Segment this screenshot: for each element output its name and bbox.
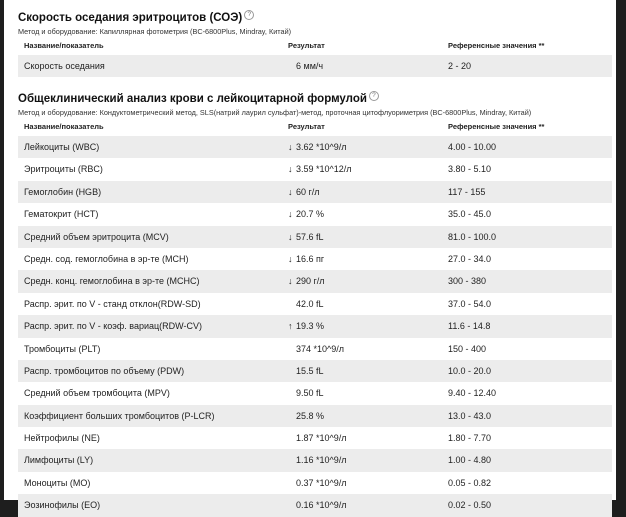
row-name: Средн. сод. гемоглобина в эр-те (MCH)	[24, 253, 189, 264]
row-result	[288, 293, 324, 315]
table-row	[18, 203, 612, 225]
esr-table-header	[18, 41, 612, 55]
table-row	[18, 55, 612, 77]
result-value: 20.7 %	[296, 209, 325, 220]
row-reference: 4.00 - 10.00	[448, 142, 497, 152]
result-value: 19.3 %	[296, 321, 325, 332]
table-row	[18, 405, 612, 427]
result-value: 60 г/л	[296, 186, 320, 197]
cbc-table-body	[18, 136, 612, 517]
table-row	[18, 270, 612, 292]
report-page	[4, 0, 616, 511]
result-value: 57.6 fL	[296, 231, 324, 242]
table-row	[18, 472, 612, 494]
arrow-down-icon: ↓	[288, 142, 293, 152]
row-name: Лейкоциты (WBC)	[24, 142, 100, 152]
arrow-up-icon: ↑	[288, 321, 293, 332]
row-result	[288, 55, 323, 77]
arrow-down-icon: ↓	[288, 231, 293, 242]
row-name: Гематокрит (HCT)	[24, 209, 99, 220]
table-row	[18, 449, 612, 471]
row-reference: 0.05 - 0.82	[448, 477, 492, 488]
row-reference: 2 - 20	[448, 61, 472, 71]
help-icon[interactable]: ?	[244, 10, 254, 20]
table-row	[18, 158, 612, 180]
row-result	[288, 338, 344, 360]
table-row	[18, 293, 612, 315]
row-result	[288, 315, 324, 337]
table-row	[18, 226, 612, 248]
esr-section	[18, 10, 612, 77]
result-value: 0.37 *10^9/л	[296, 477, 347, 488]
row-reference: 117 - 155	[448, 186, 486, 197]
cbc-table-header	[18, 122, 612, 136]
cbc-title-text: Общеклинический анализ крови с лейкоцитарной формулой	[18, 93, 367, 105]
row-result	[288, 248, 324, 270]
arrow-down-icon: ↓	[288, 164, 293, 175]
help-icon[interactable]: ?	[369, 91, 379, 101]
row-reference: 150 - 400	[448, 343, 487, 354]
cbc-section	[18, 91, 612, 517]
header-reference: Референсные значения **	[448, 122, 545, 131]
row-reference: 35.0 - 45.0	[448, 209, 492, 220]
result-value: 6 мм/ч	[296, 61, 324, 71]
result-value: 3.59 *10^12/л	[296, 164, 352, 175]
table-row	[18, 248, 612, 270]
header-name: Название/показатель	[24, 122, 104, 131]
result-value: 3.62 *10^9/л	[296, 142, 347, 152]
row-result	[288, 360, 324, 382]
row-reference: 37.0 - 54.0	[448, 298, 492, 309]
result-value: 9.50 fL	[296, 388, 324, 399]
row-name: Тромбоциты (PLT)	[24, 343, 101, 354]
esr-method: Метод и оборудование: Капиллярная фотометрия (BC-6800Plus, Mindray, Китай)	[18, 27, 292, 36]
row-name: Средний объем тромбоцита (MPV)	[24, 388, 170, 399]
row-name: Коэффициент больших тромбоцитов (P-LCR)	[24, 410, 215, 421]
row-result	[288, 226, 324, 248]
header-result: Результат	[288, 122, 325, 131]
row-result	[288, 449, 347, 471]
row-reference: 0.02 - 0.50	[448, 500, 492, 511]
row-reference: 3.80 - 5.10	[448, 164, 492, 175]
row-name: Средний объем эритроцита (MCV)	[24, 231, 169, 242]
row-reference: 11.6 - 14.8	[448, 321, 491, 332]
arrow-down-icon: ↓	[288, 253, 293, 264]
row-result	[288, 136, 347, 158]
row-name: Скорость оседания	[24, 61, 105, 71]
result-value: 374 *10^9/л	[296, 343, 345, 354]
header-name: Название/показатель	[24, 41, 104, 50]
result-value: 1.87 *10^9/л	[296, 433, 347, 444]
row-result	[288, 270, 325, 292]
result-value: 16.6 пг	[296, 253, 325, 264]
arrow-down-icon: ↓	[288, 209, 293, 220]
result-value: 1.16 *10^9/л	[296, 455, 347, 466]
table-row	[18, 181, 612, 203]
arrow-down-icon: ↓	[288, 186, 293, 197]
table-row	[18, 360, 612, 382]
cbc-title	[18, 91, 612, 105]
table-row	[18, 382, 612, 404]
arrow-down-icon: ↓	[288, 276, 293, 287]
row-result	[288, 382, 324, 404]
row-name: Средн. конц. гемоглобина в эр-те (MCHC)	[24, 276, 200, 287]
row-name: Распр. эрит. по V - станд отклон(RDW-SD)	[24, 298, 201, 309]
table-row	[18, 136, 612, 158]
row-reference: 1.80 - 7.70	[448, 433, 492, 444]
row-name: Лимфоциты (LY)	[24, 455, 94, 466]
row-name: Нейтрофилы (NE)	[24, 433, 100, 444]
row-reference: 27.0 - 34.0	[448, 253, 492, 264]
result-value: 290 г/л	[296, 276, 325, 287]
esr-title	[18, 10, 612, 24]
row-name: Гемоглобин (HGB)	[24, 186, 102, 197]
result-value: 25.8 %	[296, 410, 325, 421]
esr-table-body	[18, 55, 612, 77]
row-reference: 81.0 - 100.0	[448, 231, 497, 242]
row-reference: 300 - 380	[448, 276, 487, 287]
row-name: Эритроциты (RBC)	[24, 164, 103, 175]
header-reference: Референсные значения **	[448, 41, 545, 50]
row-reference: 10.0 - 20.0	[448, 365, 492, 376]
row-result	[288, 405, 324, 427]
table-row	[18, 338, 612, 360]
table-row	[18, 494, 612, 516]
row-name: Эозинофилы (EO)	[24, 500, 101, 511]
row-result	[288, 181, 320, 203]
row-result	[288, 158, 352, 180]
row-name: Моноциты (MO)	[24, 477, 91, 488]
esr-title-text: Скорость оседания эритроцитов (СОЭ)	[18, 12, 243, 24]
result-value: 0.16 *10^9/л	[296, 500, 347, 511]
result-value: 15.5 fL	[296, 365, 324, 376]
row-reference: 9.40 - 12.40	[448, 388, 497, 399]
row-reference: 13.0 - 43.0	[448, 410, 492, 421]
row-result	[288, 472, 347, 494]
row-result	[288, 427, 347, 449]
row-result	[288, 494, 347, 516]
row-name: Распр. тромбоцитов по объему (PDW)	[24, 365, 185, 376]
row-name: Распр. эрит. по V - коэф. вариац(RDW-CV)	[24, 321, 202, 332]
row-result	[288, 203, 324, 225]
header-result: Результат	[288, 41, 325, 50]
result-value: 42.0 fL	[296, 298, 324, 309]
table-row	[18, 315, 612, 337]
cbc-method: Метод и оборудование: Кондуктометрический метод, SLS(натрий лаурил сульфат)-метод, проточная цитофлуориметрия (BC-6800Plus, Mindray, Китай)	[18, 108, 532, 117]
row-reference: 1.00 - 4.80	[448, 455, 492, 466]
table-row	[18, 427, 612, 449]
